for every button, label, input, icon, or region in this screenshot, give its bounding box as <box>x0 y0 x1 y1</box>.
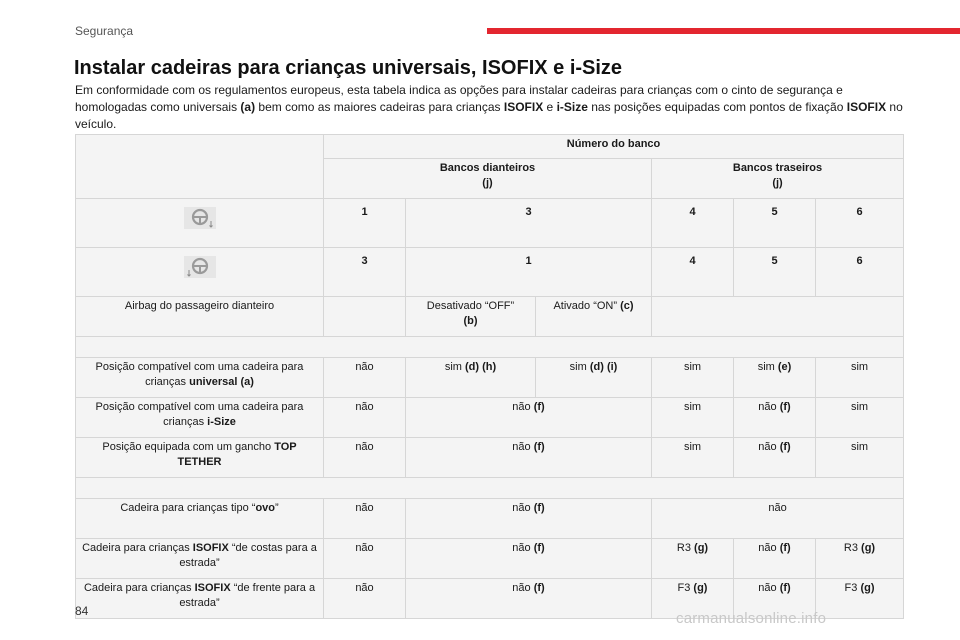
table-row <box>76 398 904 438</box>
value-cell <box>406 438 652 478</box>
bold-run: (d) (i) <box>589 361 618 373</box>
value-cell <box>406 579 652 619</box>
value-cell <box>406 358 536 398</box>
table-spacer-row <box>76 478 904 499</box>
bold-run: ovo <box>255 502 275 514</box>
table-corner-cell <box>76 135 324 199</box>
text-run: Cadeira para crianças <box>83 582 195 594</box>
text-run: Em conformidade com os regulamentos europeus, esta tabela indica as opções para instalar cadeiras para crianças com o cinto de segurança e homologadas como universais <box>75 83 843 114</box>
text-run: não <box>355 361 374 373</box>
bold-run: i-Size <box>556 100 588 114</box>
value-cell <box>324 398 406 438</box>
table-row <box>76 499 904 539</box>
bold-run: (f) <box>779 582 791 594</box>
bold-run: ISOFIX <box>846 100 887 114</box>
text-run: “de frente para a estrada” <box>179 582 316 609</box>
text-run: no veículo. <box>75 100 903 131</box>
table-row <box>76 358 904 398</box>
text-run: não <box>355 582 374 594</box>
text-run: Posição compatível com uma cadeira para crianças <box>95 401 304 428</box>
row-label <box>76 539 324 579</box>
text-run: sim <box>850 441 869 453</box>
bold-run: (f) <box>533 542 545 554</box>
text-run: R3 <box>843 542 862 554</box>
value-cell <box>734 539 816 579</box>
value-cell <box>816 579 904 619</box>
airbag-empty-cell <box>324 297 406 337</box>
text-run: não <box>758 441 780 453</box>
airbag-off-cell <box>406 297 536 337</box>
bold-run: ISOFIX <box>194 582 231 594</box>
text-run: R3 <box>676 542 695 554</box>
seat-number-cell: 6 <box>816 199 904 248</box>
text-run: não <box>768 502 787 514</box>
value-cell <box>734 358 816 398</box>
bold-run: (g) <box>860 582 875 594</box>
text-run: ” <box>275 502 279 514</box>
text-run: sim <box>683 441 702 453</box>
bold-run: (d) (h) <box>465 361 497 373</box>
bold-run: (a) <box>240 100 256 114</box>
text-run: F3 <box>677 582 694 594</box>
lhd-icon-cell <box>76 199 324 248</box>
seat-number-cell: 5 <box>734 199 816 248</box>
value-cell <box>734 438 816 478</box>
bold-run: (f) <box>533 441 545 453</box>
airbag-on-cell <box>536 297 652 337</box>
value-cell <box>406 539 652 579</box>
section-label: Segurança <box>75 24 134 38</box>
row-label <box>76 579 324 619</box>
child-seat-compatibility-table <box>75 134 904 619</box>
text-run: sim <box>444 361 465 373</box>
table-row <box>76 297 904 337</box>
bold-run: (f) <box>533 401 545 413</box>
text-run: F3 <box>844 582 861 594</box>
bold-run: (f) <box>533 502 545 514</box>
value-cell <box>816 398 904 438</box>
front-seats-note: (j) <box>482 177 493 189</box>
rear-seats-label: Bancos traseiros <box>732 162 823 174</box>
text-run: e <box>543 100 557 114</box>
page-title: Instalar cadeiras para crianças universais, ISOFIX e i-Size <box>74 57 623 79</box>
seat-number-cell: 1 <box>324 199 406 248</box>
table-row <box>76 438 904 478</box>
seat-number-header: Número do banco <box>324 135 904 159</box>
value-cell <box>324 358 406 398</box>
text-run: não <box>355 542 374 554</box>
text-run: não <box>355 502 374 514</box>
table-row <box>76 248 904 297</box>
bold-run: (e) <box>777 361 792 373</box>
bold-run: (f) <box>779 401 791 413</box>
text-run: não <box>355 441 374 453</box>
seat-number-cell: 3 <box>324 248 406 297</box>
table-spacer-row <box>76 337 904 358</box>
value-cell <box>652 358 734 398</box>
value-cell <box>816 358 904 398</box>
front-seats-header <box>324 159 652 199</box>
bold-run: i-Size <box>207 416 236 428</box>
value-cell <box>652 438 734 478</box>
airbag-on-note: (c) <box>620 300 634 312</box>
row-label <box>76 398 324 438</box>
row-label <box>76 438 324 478</box>
seat-number-cell: 6 <box>816 248 904 297</box>
text-run: sim <box>850 401 869 413</box>
text-run: não <box>758 542 780 554</box>
text-run: Cadeira para crianças <box>82 542 193 554</box>
value-cell <box>652 539 734 579</box>
text-run: Posição compatível com uma cadeira para crianças <box>95 361 304 388</box>
text-run: não <box>512 441 534 453</box>
page-number: 84 <box>75 604 89 618</box>
text-run: não <box>758 582 780 594</box>
seat-number-cell: 4 <box>652 248 734 297</box>
seat-number-cell: 4 <box>652 199 734 248</box>
value-cell <box>406 499 652 539</box>
bold-run: (g) <box>693 582 708 594</box>
row-label <box>76 358 324 398</box>
seat-number-cell: 3 <box>406 199 652 248</box>
text-run: sim <box>757 361 778 373</box>
text-run: sim <box>569 361 590 373</box>
value-cell <box>652 499 904 539</box>
rear-seats-note: (j) <box>772 177 783 189</box>
airbag-label: Airbag do passageiro dianteiro <box>76 297 324 337</box>
text-run: nas posições equipadas com pontos de fixação <box>587 100 847 114</box>
value-cell <box>406 398 652 438</box>
airbag-off-note: (b) <box>463 315 478 327</box>
text-run: não <box>512 542 534 554</box>
bold-run: TOP TETHER <box>177 441 297 468</box>
bold-run: (f) <box>779 542 791 554</box>
bold-run: (g) <box>861 542 876 554</box>
text-run: não <box>512 502 534 514</box>
front-seats-label: Bancos dianteiros <box>439 162 536 174</box>
text-run: sim <box>850 361 869 373</box>
text-run: Cadeira para crianças tipo “ <box>120 502 256 514</box>
value-cell <box>324 539 406 579</box>
bold-run: (g) <box>694 542 709 554</box>
text-run: não <box>355 401 374 413</box>
text-run: Posição equipada com um gancho <box>102 441 275 453</box>
airbag-off-label: Desativado “OFF” <box>426 300 515 312</box>
accent-bar <box>487 28 960 34</box>
text-run: não <box>758 401 780 413</box>
steering-wheel-seat-left-icon <box>184 256 216 278</box>
watermark: carmanualsonline.info <box>676 610 827 627</box>
text-run: bem como as maiores cadeiras para crianças <box>255 100 504 114</box>
value-cell <box>324 499 406 539</box>
bold-run: ISOFIX <box>503 100 544 114</box>
rhd-icon-cell <box>76 248 324 297</box>
airbag-empty-cell <box>652 297 904 337</box>
intro-paragraph <box>75 82 905 133</box>
text-run: sim <box>683 401 702 413</box>
text-run: “de costas para a estrada” <box>179 542 317 569</box>
value-cell <box>324 438 406 478</box>
rear-seats-header <box>652 159 904 199</box>
bold-run: universal (a) <box>189 376 254 388</box>
bold-run: ISOFIX <box>192 542 229 554</box>
text-run: não <box>512 401 534 413</box>
value-cell <box>816 539 904 579</box>
text-run: não <box>512 582 534 594</box>
steering-wheel-seat-right-icon <box>184 207 216 229</box>
bold-run: (f) <box>779 441 791 453</box>
table-row <box>76 539 904 579</box>
row-label <box>76 499 324 539</box>
bold-run: (f) <box>533 582 545 594</box>
seat-number-cell: 1 <box>406 248 652 297</box>
value-cell <box>324 579 406 619</box>
seat-number-cell: 5 <box>734 248 816 297</box>
airbag-on-label: Ativado “ON” <box>553 300 618 312</box>
table-row <box>76 199 904 248</box>
value-cell <box>734 398 816 438</box>
value-cell <box>536 358 652 398</box>
text-run: sim <box>683 361 702 373</box>
value-cell <box>652 398 734 438</box>
value-cell <box>816 438 904 478</box>
